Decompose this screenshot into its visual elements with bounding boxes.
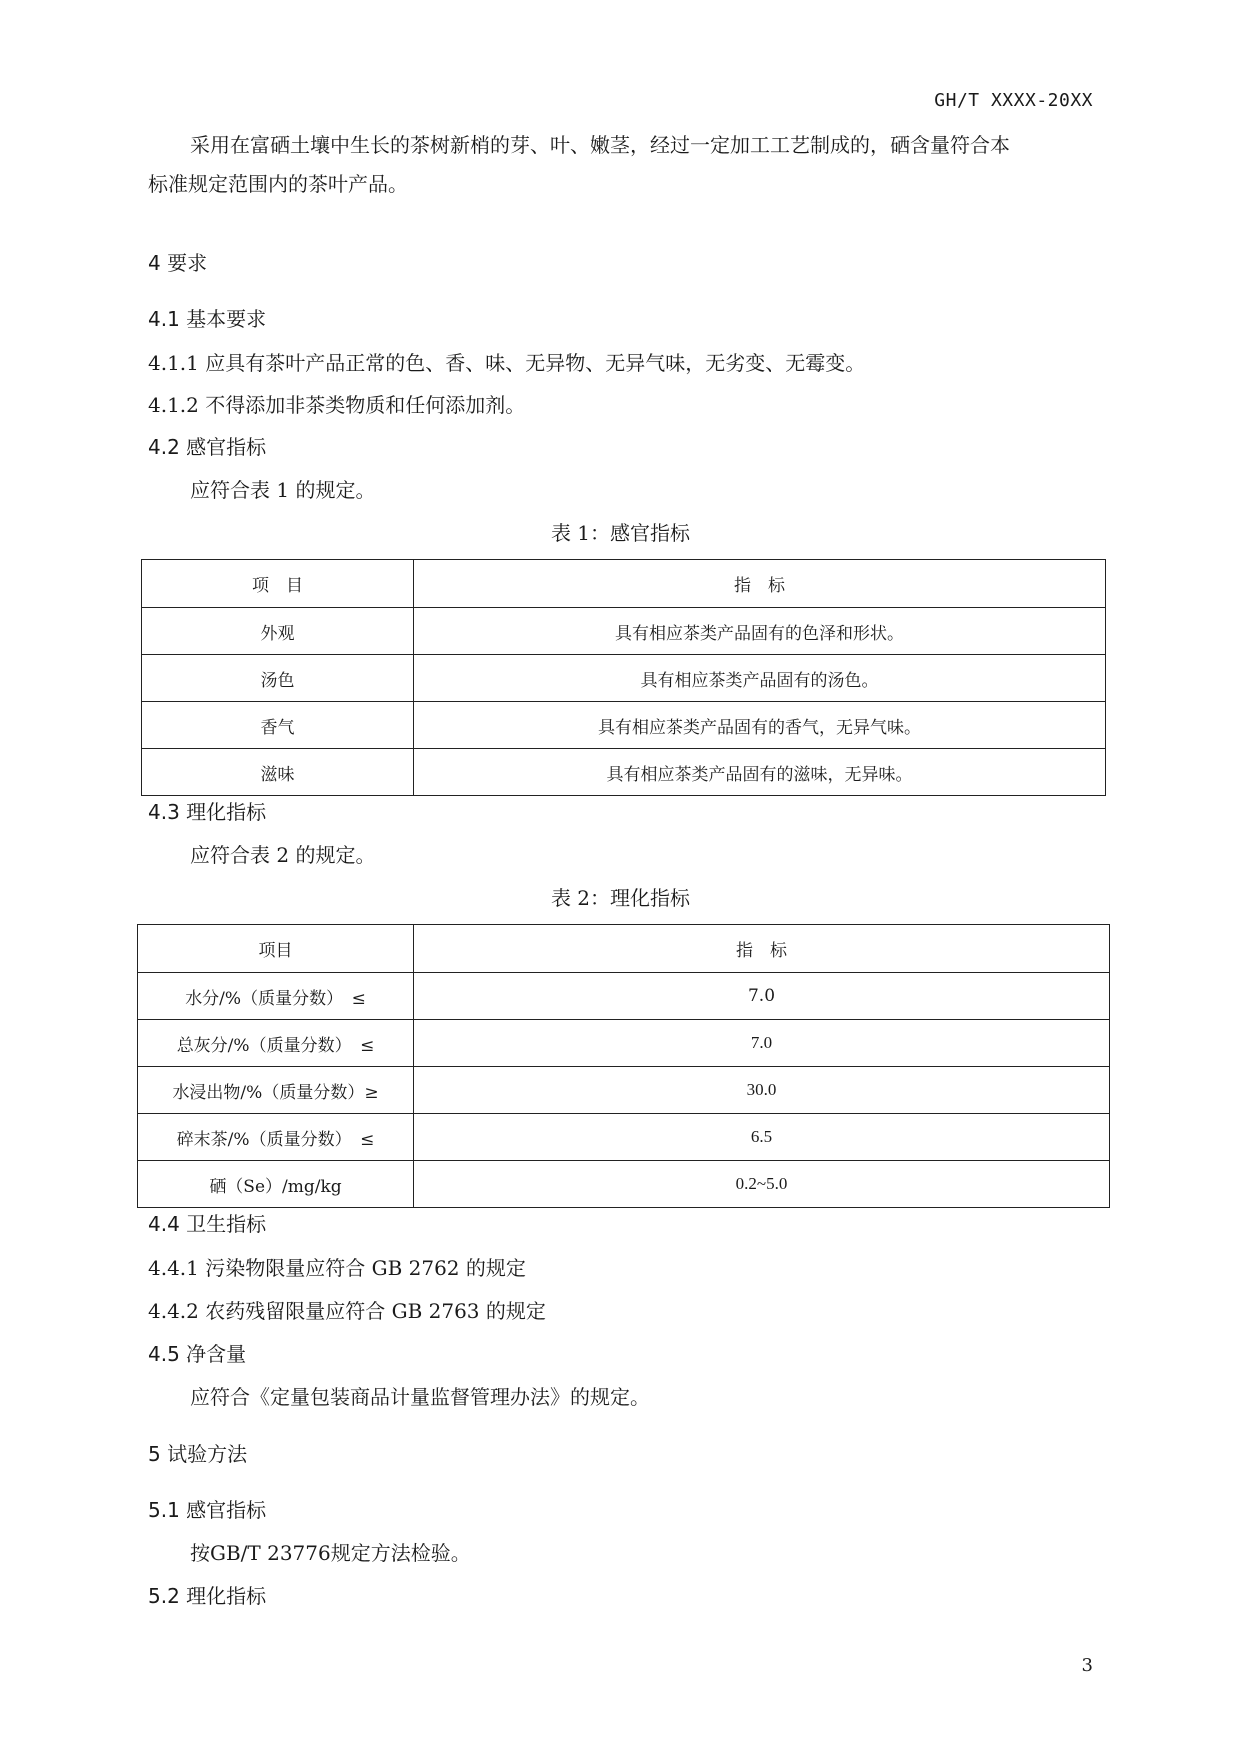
table-header-cell: 指 标 bbox=[414, 925, 1110, 973]
table-row bbox=[142, 749, 1106, 796]
table-cell: 汤色 bbox=[142, 655, 414, 702]
table-cell: 具有相应茶类产品固有的滋味，无异味。 bbox=[414, 749, 1106, 796]
clause-4-4-1: 4.4.1 污染物限量应符合 GB 2762 的规定 bbox=[148, 1256, 526, 1280]
section-4-5-title: 4.5 净含量 bbox=[148, 1342, 247, 1366]
section-4-title: 4 要求 bbox=[148, 251, 208, 275]
table-row bbox=[142, 608, 1106, 655]
table-cell: 7.0 bbox=[414, 1020, 1110, 1067]
table-header-row bbox=[138, 925, 1110, 973]
intro-line-2: 标准规定范围内的茶叶产品。 bbox=[148, 172, 408, 196]
table-cell: 30.0 bbox=[414, 1067, 1110, 1114]
table-cell: 外观 bbox=[142, 608, 414, 655]
table-cell: 具有相应茶类产品固有的色泽和形状。 bbox=[414, 608, 1106, 655]
clause-4-1-2: 4.1.2 不得添加非茶类物质和任何添加剂。 bbox=[148, 393, 526, 417]
table-cell: 水浸出物/%（质量分数）≥ bbox=[138, 1067, 414, 1114]
section-4-1-title: 4.1 基本要求 bbox=[148, 307, 267, 331]
table-1-sensory bbox=[141, 559, 1106, 796]
section-4-3-body: 应符合表 2 的规定。 bbox=[190, 843, 376, 867]
intro-line-1: 采用在富硒土壤中生长的茶树新梢的芽、叶、嫩茎，经过一定加工工艺制成的，硒含量符合本 bbox=[190, 133, 1010, 157]
table-cell: 香气 bbox=[142, 702, 414, 749]
section-5-1-body: 按GB/T 23776规定方法检验。 bbox=[190, 1541, 471, 1565]
table-header-cell: 指 标 bbox=[414, 560, 1106, 608]
page-number: 3 bbox=[1081, 1655, 1093, 1676]
section-4-4-title: 4.4 卫生指标 bbox=[148, 1212, 267, 1236]
section-4-2-body: 应符合表 1 的规定。 bbox=[190, 478, 376, 502]
table-row bbox=[142, 702, 1106, 749]
table-header-cell: 项目 bbox=[138, 925, 414, 973]
table-cell: 水分/%（质量分数） ≤ bbox=[138, 973, 414, 1020]
clause-4-4-2: 4.4.2 农药残留限量应符合 GB 2763 的规定 bbox=[148, 1299, 546, 1323]
table-row bbox=[138, 1114, 1110, 1161]
section-5-title: 5 试验方法 bbox=[148, 1442, 248, 1466]
section-5-2-title: 5.2 理化指标 bbox=[148, 1584, 267, 1608]
section-4-3-title: 4.3 理化指标 bbox=[148, 800, 267, 824]
table-header-row bbox=[142, 560, 1106, 608]
table-row bbox=[138, 1161, 1110, 1208]
table-row bbox=[138, 1067, 1110, 1114]
table-row bbox=[138, 973, 1110, 1020]
table-cell: 滋味 bbox=[142, 749, 414, 796]
table-cell: 总灰分/%（质量分数） ≤ bbox=[138, 1020, 414, 1067]
table-cell: 7.0 bbox=[414, 973, 1110, 1020]
table-row bbox=[138, 1020, 1110, 1067]
section-4-2-title: 4.2 感官指标 bbox=[148, 435, 267, 459]
section-4-5-body: 应符合《定量包装商品计量监督管理办法》的规定。 bbox=[190, 1385, 650, 1409]
table-cell: 0.2~5.0 bbox=[414, 1161, 1110, 1208]
table-2-caption: 表 2：理化指标 bbox=[550, 886, 691, 910]
table-cell: 6.5 bbox=[414, 1114, 1110, 1161]
table-cell: 硒（Se）/mg/kg bbox=[138, 1161, 414, 1208]
table-row bbox=[142, 655, 1106, 702]
table-cell: 碎末茶/%（质量分数） ≤ bbox=[138, 1114, 414, 1161]
table-header-cell: 项 目 bbox=[142, 560, 414, 608]
table-cell: 具有相应茶类产品固有的汤色。 bbox=[414, 655, 1106, 702]
table-2-physicochemical bbox=[137, 924, 1110, 1208]
clause-4-1-1: 4.1.1 应具有茶叶产品正常的色、香、味、无异物、无异气味，无劣变、无霉变。 bbox=[148, 351, 866, 375]
table-cell: 具有相应茶类产品固有的香气，无异气味。 bbox=[414, 702, 1106, 749]
section-5-1-title: 5.1 感官指标 bbox=[148, 1498, 267, 1522]
table-1-caption: 表 1：感官指标 bbox=[550, 521, 691, 545]
standard-number: GH/T XXXX-20XX bbox=[934, 90, 1093, 111]
